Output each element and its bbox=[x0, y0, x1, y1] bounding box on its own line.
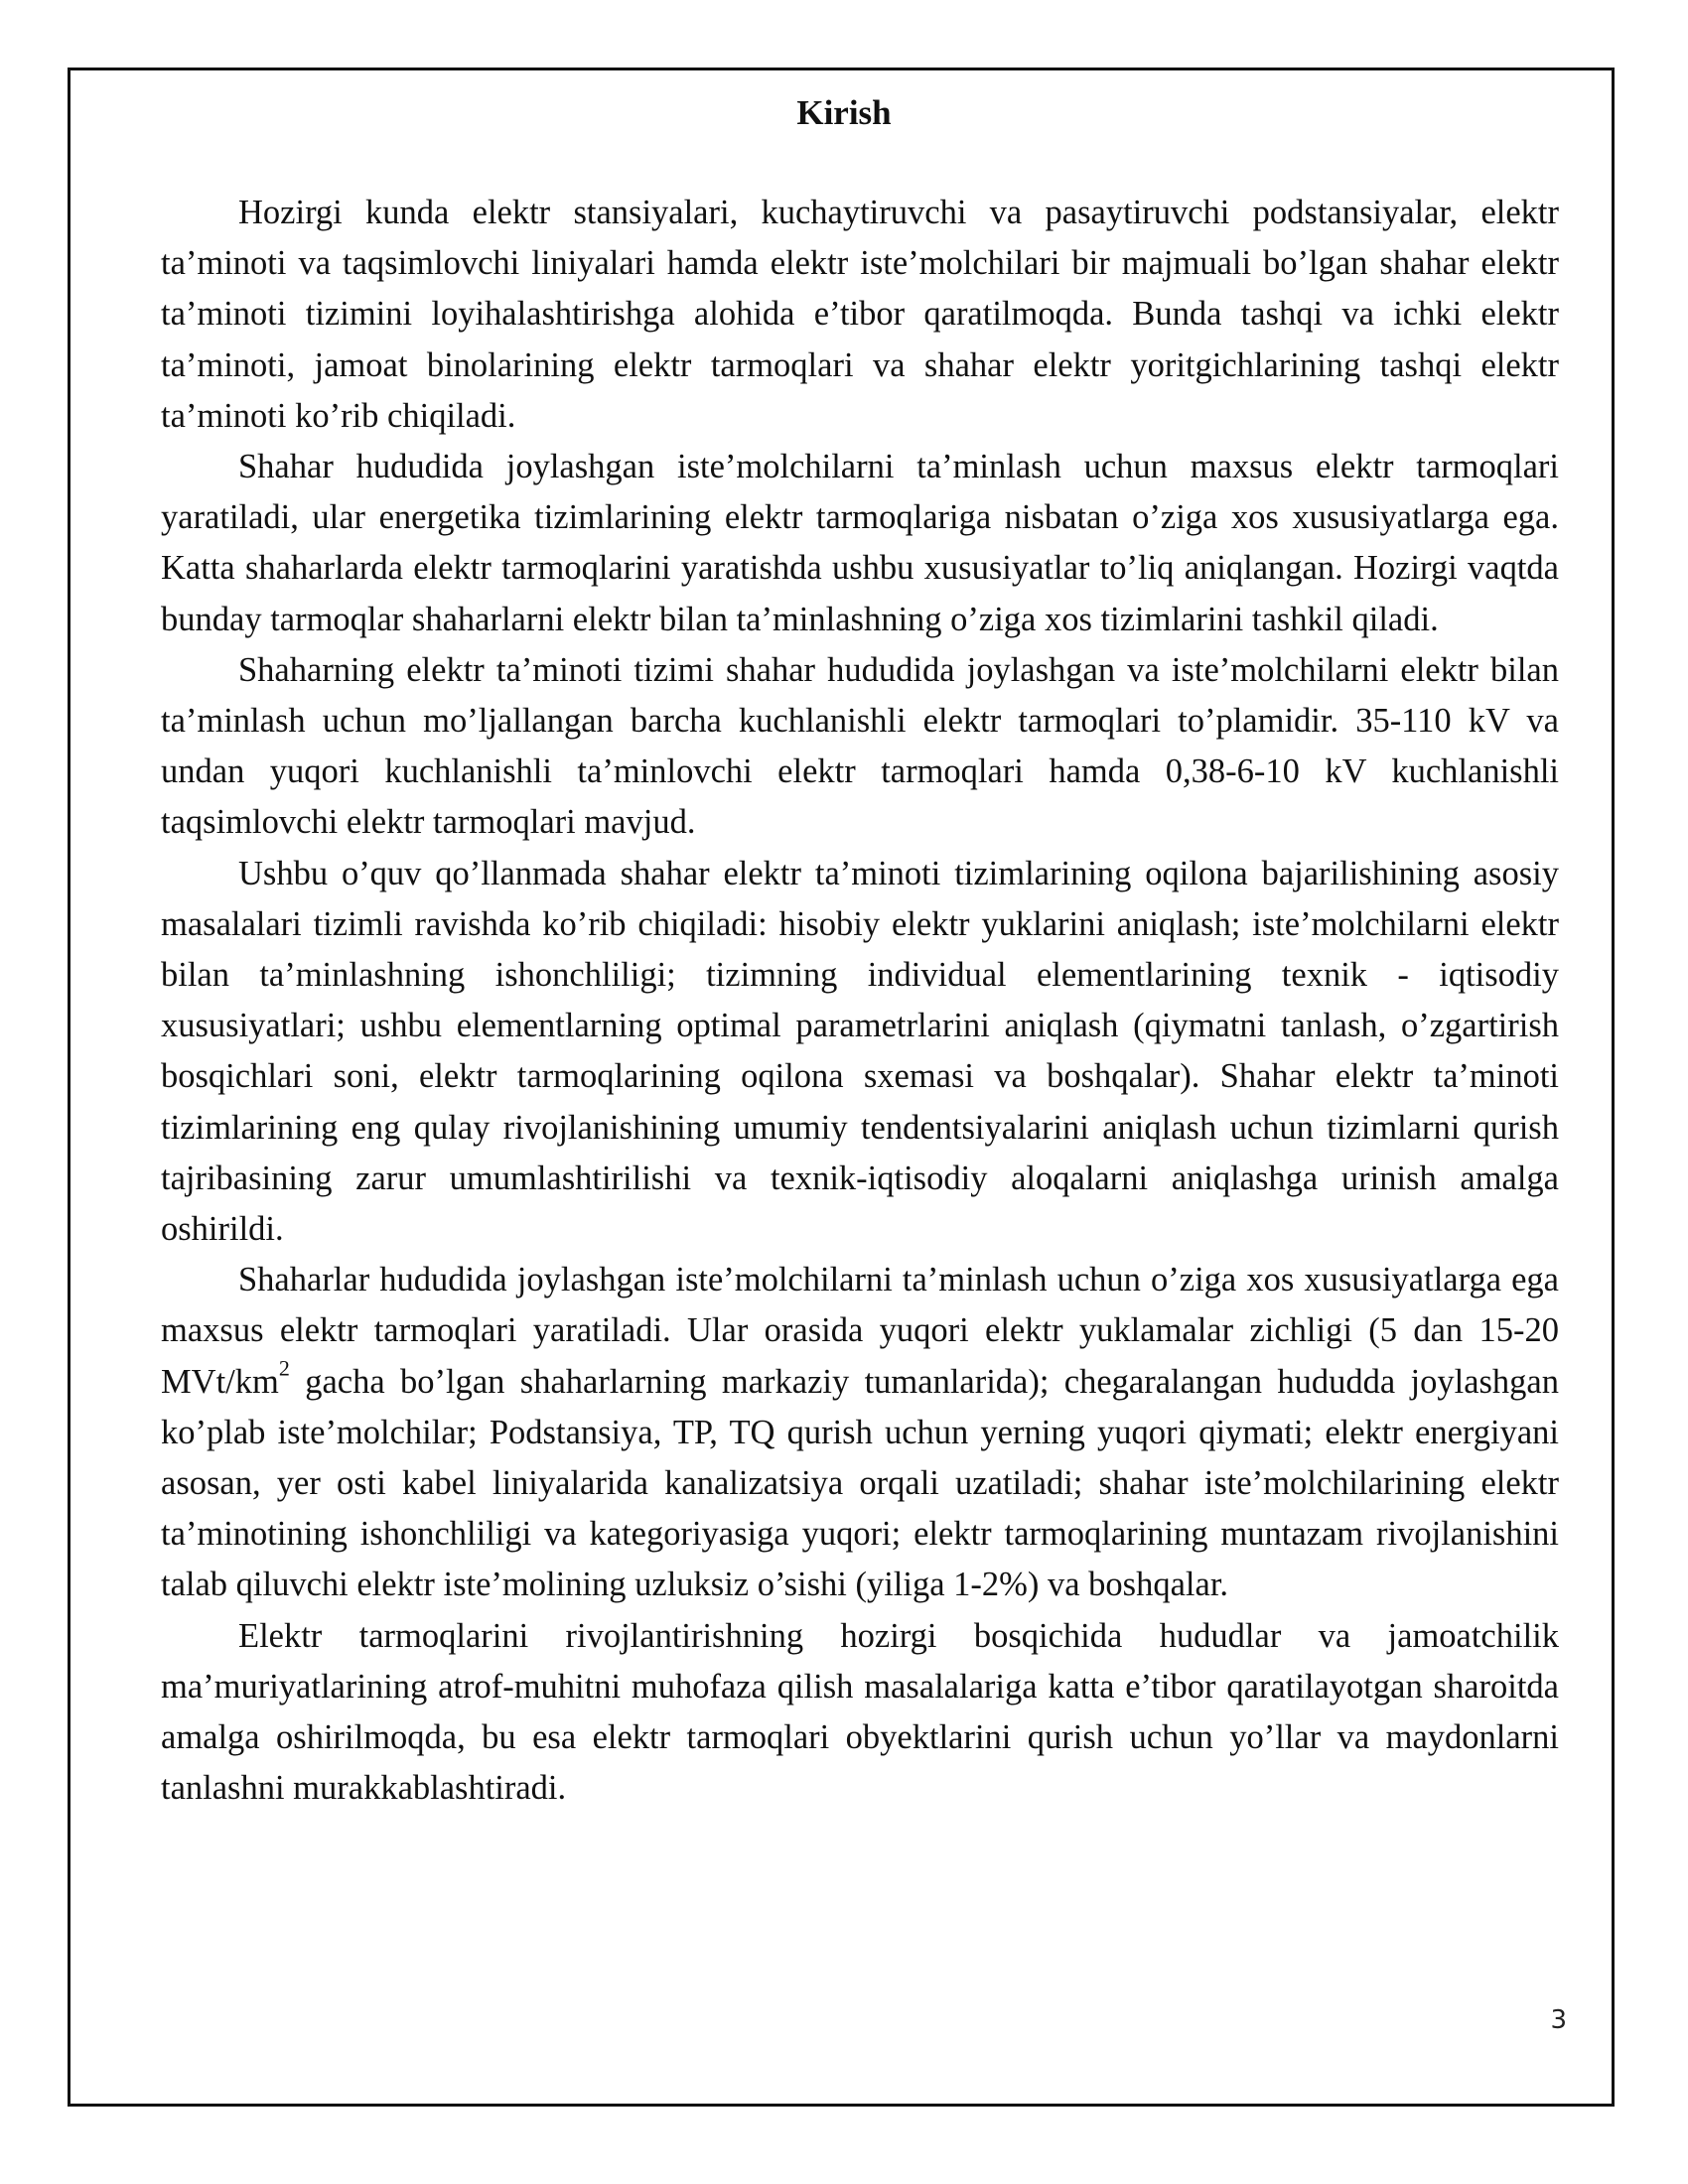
document-body bbox=[161, 188, 1559, 1815]
paragraph-6: Elektr tarmoqlarini rivojlantirishning hozirgi bosqichida hududlar va jamoatchilik ma’muriyatlarining atrof-muhitni muhofaza qilish masalalariga katta e’tibor qaratilayotgan sharoitda amalga oshirilmoqda, bu esa elektr tarmoqlari obyektlarini qurish uchun yo’llar va maydonlarni tanlashni murakkablashtiradi. bbox=[161, 1616, 1559, 1808]
paragraph-4: Ushbu o’quv qo’llanmada shahar elektr ta’minoti tizimlarining oqilona bajarilishining asosiy masalalari tizimli ravishda ko’rib chiqiladi: hisobiy elektr yuklarini aniqlash; iste’molchilarni elektr bilan ta’minlashning ishonchliligi; tizimning individual elementlarining texnik - iqtisodiy xususiyatlari; ushbu elementlarning optimal parametrlarini aniqlash (qiymatni tanlash, o’zgartirish bosqichlari soni, elektr tarmoqlarining oqilona sxemasi va boshqalar). Shahar elektr ta’minoti tizimlarining eng qulay rivojlanishining umumiy tendentsiyalarini aniqlash uchun tizimlarni qurish tajribasining zarur umumlashtirilishi va texnik-iqtisodiy aloqalarni aniqlashga urinish amalga oshirildi. bbox=[161, 854, 1559, 1249]
paragraph-3: Shaharning elektr ta’minoti tizimi shahar hududida joylashgan va iste’molchilarni elektr bilan ta’minlash uchun mo’ljallangan barcha kuchlanishli elektr tarmoqlari to’plamidir. 35-110 kV va undan yuqori kuchlanishli ta’minlovchi elektr tarmoqlari hamda 0,38-6-10 kV kuchlanishli taqsimlovchi elektr tarmoqlari mavjud. bbox=[161, 650, 1559, 842]
paragraph-5-text-end: gacha bo’lgan shaharlarning markaziy tumanlarida); chegaralangan hududda joylashgan ko’plab iste’molchilar; Podstansiya, TP, TQ qurish uchun yerning yuqori qiymati; elektr energiyani asosan, yer osti kabel liniyalarida kanalizatsiya orqali uzatiladi; shahar iste’molchilarining elektr ta’minotining ishonchliligi va kategoriyasiga yuqori; elektr tarmoqlarining muntazam rivojlanishini talab qiluvchi elektr iste’molining uzluksiz o’sishi (yiliga 1-2%) va boshqalar. bbox=[161, 1362, 1559, 1604]
page-number: 3 bbox=[1550, 2005, 1567, 2035]
paragraph-5 bbox=[161, 1255, 1559, 1610]
paragraph-1: Hozirgi kunda elektr stansiyalari, kuchaytiruvchi va pasaytiruvchi podstansiyalar, elektr ta’minoti va taqsimlovchi liniyalari hamda elektr iste’molchilari bir majmuali bo’lgan shahar elektr ta’minoti tizimini loyihalashtirishga alohida e’tibor qaratilmoqda. Bunda tashqi va ichki elektr ta’minoti, jamoat binolarining elektr tarmoqlari va shahar elektr yoritgichlarining tashqi elektr ta’minoti ko’rib chiqiladi. bbox=[161, 194, 1559, 435]
superscript-exponent: 2 bbox=[278, 1355, 290, 1381]
paragraph-2: Shahar hududida joylashgan iste’molchilarni ta’minlash uchun maxsus elektr tarmoqlari yaratiladi, ular energetika tizimlarining elektr tarmoqlariga nisbatan o’ziga xos xususiyatlarga ega. Katta shaharlarda elektr tarmoqlarini yaratishda ushbu xususiyatlar to’liq aniqlangan. Hozirgi vaqtda bunday tarmoqlar shaharlarni elektr bilan ta’minlashning o’ziga xos tizimlarini tashkil qiladi. bbox=[161, 448, 1559, 638]
paragraph-5-text-start: Shaharlar hududida joylashgan iste’molchilarni ta’minlash uchun o’ziga xos xususiyatlarga ega maxsus elektr tarmoqlari yaratiladi. Ular orasida yuqori elektr yuklamalar zichligi (5 dan 15-20 MVt/km bbox=[161, 1261, 1559, 1401]
page-title: Kirish bbox=[796, 93, 892, 132]
